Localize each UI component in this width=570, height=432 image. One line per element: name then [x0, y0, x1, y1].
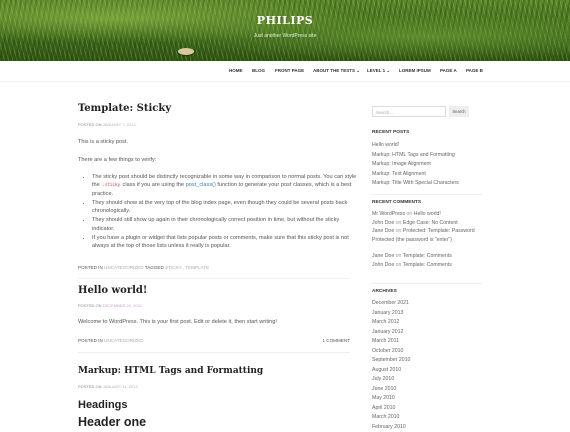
- list-item[interactable]: Markup: Title With Special Characters: [372, 179, 482, 189]
- text: on: [407, 211, 413, 217]
- list-item[interactable]: June 2010: [372, 385, 482, 395]
- nav-item-page-a[interactable]: PAGE A: [440, 68, 457, 73]
- post-footer-meta: [78, 265, 209, 270]
- posted-on-label: POSTED ON: [78, 303, 102, 308]
- nav-item-page-b[interactable]: PAGE B: [466, 68, 483, 73]
- comments-link[interactable]: 1 COMMENT: [322, 338, 350, 343]
- nav-item-level-1[interactable]: LEVEL 1 ⌄: [367, 68, 390, 74]
- post-footer-meta: [78, 338, 144, 343]
- list-item: • If you have a plugin or widget that lists popular posts or comments, make sure that this sticky post is not always at the top of those lists unless it really is popular.: [92, 234, 357, 251]
- list-item: [92, 173, 357, 198]
- list-item[interactable]: March 2010: [372, 413, 482, 423]
- text: The sticky post should be distinctly recognizable in some way in comparison to normal posts. You can style the: [92, 174, 356, 188]
- text: class if you are using the: [121, 182, 186, 188]
- posted-in-label: POSTED IN: [78, 265, 103, 270]
- comment-author[interactable]: Mr WordPress: [372, 211, 405, 217]
- post-paragraph: This is a sticky post.: [78, 138, 350, 147]
- list-item[interactable]: September 2010: [372, 356, 482, 366]
- category-link[interactable]: UNCATEGORIZED: [104, 338, 143, 343]
- post-title[interactable]: Hello world!: [78, 285, 147, 296]
- comment-author[interactable]: John Doe: [372, 262, 394, 268]
- search-input[interactable]: Search ...: [372, 106, 446, 117]
- post-meta: [78, 384, 138, 389]
- list-item: [372, 261, 482, 270]
- site-tagline: Just another WordPress site: [0, 33, 570, 39]
- post-separator: [78, 352, 350, 353]
- recent-comments-list: [372, 210, 482, 269]
- post-paragraph: Welcome to WordPress. This is your first post. Edit or delete it, then start writing!: [78, 318, 350, 327]
- list-item[interactable]: March 2012: [372, 318, 482, 328]
- post-date-link[interactable]: JANUARY 11, 2013: [103, 384, 138, 389]
- list-item[interactable]: January 2012: [372, 328, 482, 338]
- list-item[interactable]: February 2010: [372, 423, 482, 432]
- nav-item-blog[interactable]: BLOG: [252, 68, 265, 73]
- list-item[interactable]: August 2010: [372, 366, 482, 376]
- text: on: [396, 262, 402, 268]
- nav-item-home[interactable]: HOME: [229, 68, 243, 73]
- post-class-link[interactable]: post_class(): [186, 182, 216, 188]
- posted-on-label: POSTED ON: [78, 122, 102, 127]
- widget-title-recent-posts: RECENT POSTS: [372, 130, 409, 135]
- comment-post-link[interactable]: Template: Comments: [403, 253, 452, 259]
- post-date-link[interactable]: DECEMBER 20, 2021: [103, 303, 142, 308]
- post-separator: [78, 278, 350, 279]
- nav-item-lorem-ipsum[interactable]: LOREM IPSUM: [399, 68, 431, 73]
- comment-post-link[interactable]: Template: Comments: [403, 262, 452, 268]
- comment-post-link[interactable]: Edge Case: No Content: [403, 220, 458, 226]
- widget-divider: [372, 194, 482, 195]
- recent-posts-list: [372, 141, 482, 189]
- text: on: [396, 253, 402, 259]
- tagged-label: TAGGED: [145, 265, 164, 270]
- widget-title-archives: ARCHIVES: [372, 289, 397, 294]
- post-bullet-list: [86, 173, 357, 252]
- list-item: [372, 219, 482, 228]
- posted-on-label: POSTED ON: [78, 384, 102, 389]
- heading-header-one: Header one: [78, 415, 146, 429]
- list-item: [372, 252, 482, 261]
- comment-post-link[interactable]: Hello world!: [414, 211, 441, 217]
- list-item[interactable]: Markup: Text Alignment: [372, 170, 482, 180]
- list-item[interactable]: July 2010: [372, 375, 482, 385]
- tag-link[interactable]: STICKY , TEMPLATE: [165, 265, 209, 270]
- widget-divider: [372, 283, 482, 284]
- archives-list: [372, 299, 482, 432]
- post-paragraph: There are a few things to verify:: [78, 156, 350, 165]
- nav-item-about-the-tests[interactable]: ABOUT THE TESTS ⌄: [313, 68, 360, 74]
- search-button[interactable]: Search: [449, 106, 469, 117]
- posted-in-label: POSTED IN: [78, 338, 103, 343]
- list-item[interactable]: March 2011: [372, 337, 482, 347]
- list-item[interactable]: Markup: Image Alignment: [372, 160, 482, 170]
- category-link[interactable]: UNCATEGORIZED: [104, 265, 143, 270]
- main-navigation: [0, 61, 570, 82]
- list-item[interactable]: October 2010: [372, 347, 482, 357]
- comment-author[interactable]: Jane Doe: [372, 228, 394, 234]
- text: function to generate your post classes, which is a best practice.: [92, 182, 351, 196]
- heading-headings: Headings: [78, 399, 128, 411]
- code-sticky: .sticky: [101, 182, 121, 187]
- list-item[interactable]: April 2010: [372, 404, 482, 414]
- comment-post-link[interactable]: Protected: Template: Password Protected (the password is “enter”): [372, 228, 475, 243]
- comment-author[interactable]: Jane Doe: [372, 253, 394, 259]
- post-title[interactable]: Markup: HTML Tags and Formatting: [78, 366, 263, 376]
- post-meta: [78, 303, 142, 308]
- list-item: • They should show at the very top of the blog index page, even though they could be several posts back chronologically.: [92, 199, 357, 216]
- list-item[interactable]: Hello world!: [372, 141, 482, 151]
- list-item: [372, 227, 482, 252]
- widget-title-recent-comments: RECENT COMMENTS: [372, 200, 421, 205]
- list-item[interactable]: January 2013: [372, 309, 482, 319]
- pebble-decoration: [178, 48, 194, 55]
- list-item: • They should still show up again in their chronologically correct position in time, but without the sticky indicator.: [92, 216, 357, 233]
- list-item[interactable]: Markup: HTML Tags and Formatting: [372, 151, 482, 161]
- list-item[interactable]: May 2010: [372, 394, 482, 404]
- text: on: [396, 220, 402, 226]
- text: on: [396, 228, 402, 234]
- post-date-link[interactable]: JANUARY 7, 2012: [103, 122, 136, 127]
- list-item[interactable]: December 2021: [372, 299, 482, 309]
- list-item: [372, 210, 482, 219]
- post-title[interactable]: Template: Sticky: [78, 103, 171, 114]
- header-banner: [0, 0, 570, 61]
- comment-author[interactable]: John Doe: [372, 220, 394, 226]
- site-title[interactable]: PHILIPS: [0, 14, 570, 27]
- nav-item-front-page[interactable]: FRONT PAGE: [275, 68, 304, 73]
- post-meta: [78, 122, 136, 127]
